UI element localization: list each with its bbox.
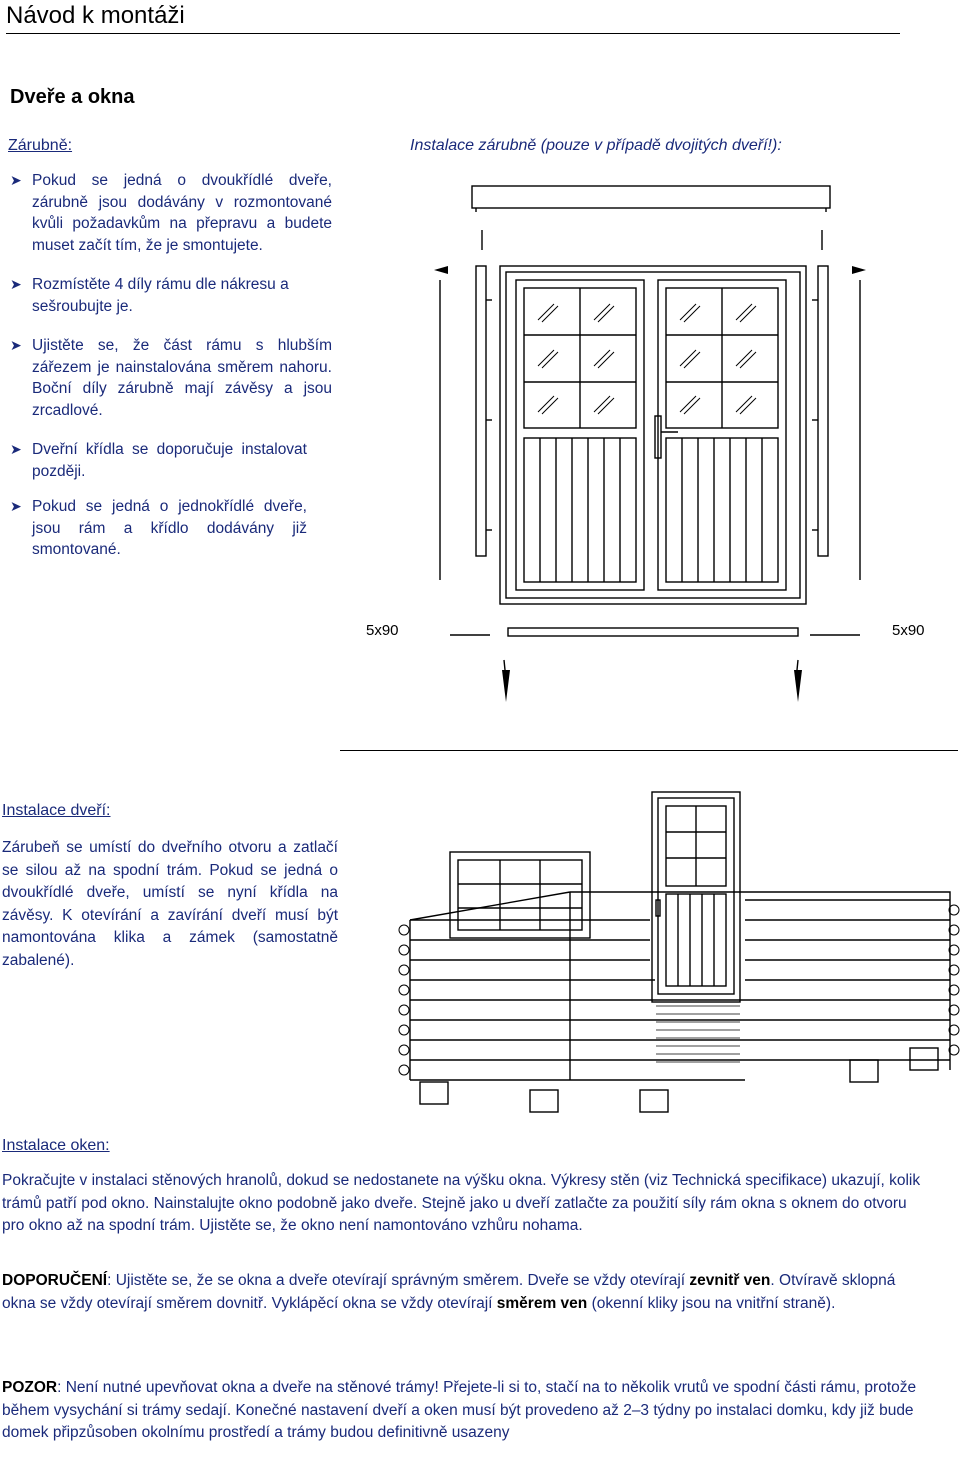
header-rule (6, 33, 900, 34)
arrow-bullet-icon: ➤ (10, 172, 22, 188)
warning-label: POZOR (2, 1379, 58, 1396)
bullet-text: Dveřní křídla se doporučuje instalovat později. (32, 441, 307, 480)
doors-text: Zárubeň se umístí do dveřního otvoru a zatlačí se silou až na spodní trám. Pokud se jedná o dvoukřídlé dveře, umístí se nyní křídla na závěsy. K otevírání a zavírání dveří musí být namontována klika a zámek (samostatně zabalené). (2, 839, 338, 969)
bullet-text: Pokud se jedná o dvoukřídlé dveře, zárubně jsou dodávány v rozmontované kvůli požadavkům na přepravu a budete muset začít tím, že je smontujete. (32, 172, 332, 254)
bullet-text: Rozmístěte 4 díly rámu dle nákresu a sešroubujte je. (32, 276, 289, 315)
warning-paragraph (2, 1377, 932, 1445)
windows-subheading: Instalace oken: (2, 1137, 110, 1154)
list-item (10, 439, 340, 482)
frames-bullet-list (10, 170, 340, 561)
recommendation-emphasis: směrem ven (496, 1294, 588, 1312)
arrow-bullet-icon: ➤ (10, 337, 22, 353)
windows-text: Pokračujte v instalaci stěnových hranolů, dokud se nedostanete na výšku okna. Výkresy stěn (viz Technická specifikace) ukazují, kolik trámů patří pod okno. Nainstalujte okno podobně jako dveře. Stejně jako u dveří zatlačte za použití síly rám okna s oknem do otvoru pro okno až na spodní trám. Ujistěte se, že okno není namontováno vzhůru nohama. (2, 1172, 921, 1234)
arrow-bullet-icon: ➤ (10, 276, 22, 292)
recommendation-label: DOPORUČENÍ (2, 1272, 108, 1289)
bullet-text: Pokud se jedná o jednokřídlé dveře, jsou rám a křídlo dodávány již smontované. (32, 498, 307, 558)
arrow-bullet-icon: ➤ (10, 498, 22, 514)
section-heading: Dveře a okna (10, 86, 135, 108)
recommendation-text: . Otvíravě sklopná okna se vždy otevírají směrem dovnitř. Vyklápěcí okna se vždy otevírají (2, 1272, 896, 1312)
list-item (10, 274, 340, 317)
list-item (10, 335, 340, 421)
recommendation-paragraph (2, 1270, 932, 1315)
bullet-text: Ujistěte se, že část rámu s hlubším zářezem je nainstalována směrem nahoru. Boční díly zárubně mají závěsy a jsou zrcadlové. (32, 337, 332, 419)
list-item (10, 170, 340, 256)
cabin-illustration (390, 790, 960, 1120)
recommendation-text: : Ujistěte se, že se okna a dveře otevírají správným směrem. Dveře se vždy otevírají (107, 1272, 690, 1289)
screw-size-label: 5x90 (366, 622, 399, 639)
diagram-rule (340, 750, 958, 751)
page-title: Návod k montáži (6, 2, 185, 29)
warning-text: : Není nutné upevňovat okna a dveře na stěnové trámy! Přejete-li si to, stačí na to několik vrutů ve spodní části rámu, protože během vysychání si trámy sedají. Konečné nastavení dveří a oken musí být provedeno až 2–3 týdny po instalaci domku, kdy již bude domek připzůsoben okolnímu prostředí a trámy budou definitivně usazeny (2, 1379, 917, 1441)
list-item (10, 496, 340, 561)
frames-install-caption: Instalace zárubně (pouze v případě dvojitých dveří!): (410, 137, 782, 154)
door-frame-diagram (366, 170, 960, 730)
arrow-bullet-icon: ➤ (10, 441, 22, 457)
screw-size-label: 5x90 (892, 622, 925, 639)
doors-subheading: Instalace dveří: (2, 802, 111, 819)
frames-subheading: Zárubně: (8, 137, 73, 154)
recommendation-text: (okenní kliky jsou na vnitřní straně). (587, 1294, 836, 1312)
recommendation-emphasis: zevnitř ven (689, 1272, 771, 1289)
